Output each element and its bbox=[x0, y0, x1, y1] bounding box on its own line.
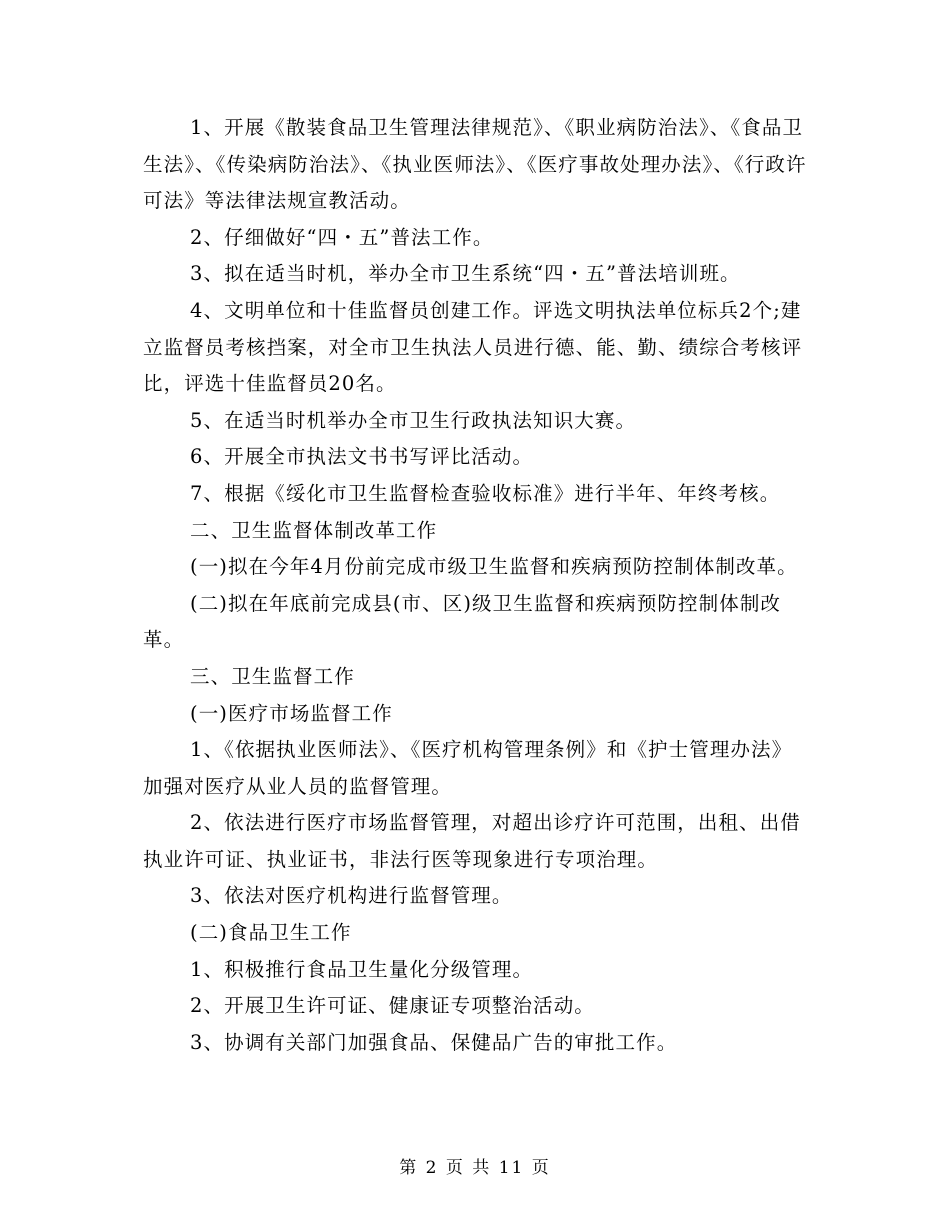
paragraph-item-3: 3、拟在适当时机，举办全市卫生系统“四・五”普法培训班。 bbox=[190, 262, 741, 286]
paragraph-food-2: 2、开展卫生许可证、健康证专项整治活动。 bbox=[190, 994, 595, 1018]
paragraph-food-1: 1、积极推行食品卫生量化分级管理。 bbox=[190, 957, 534, 981]
section-heading-reform: 二、卫生监督体制改革工作 bbox=[190, 518, 438, 542]
paragraph-item-1: 1、开展《散装食品卫生管理法律规范》、《职业病防治法》、《食品卫生法》、《传染病防治法》、《执业医师法》、《医疗事故处理办法》、《行政许可法》等法律法规宣教活动。 bbox=[143, 116, 807, 213]
paragraph-reform-2: (二)拟在年底前完成县(市、区)级卫生监督和疾病预防控制体制改革。 bbox=[143, 591, 782, 652]
document-body bbox=[143, 110, 807, 1061]
subsection-heading-food: (二)食品卫生工作 bbox=[190, 921, 352, 945]
paragraph-medical-1: 1、《依据执业医师法》、《医疗机构管理条例》和《护士管理办法》加强对医疗从业人员的监督管理。 bbox=[143, 738, 793, 798]
paragraph-medical-2: 2、依法进行医疗市场监督管理，对超出诊疗许可范围，出租、出借执业许可证、执业证书，非法行医等现象进行专项治理。 bbox=[143, 811, 801, 871]
paragraph-item-4: 4、文明单位和十佳监督员创建工作。评选文明执法单位标兵2个;建立监督员考核挡案，对全市卫生执法人员进行德、能、勤、绩综合考核评比，评选十佳监督员20名。 bbox=[143, 298, 803, 396]
paragraph-item-2: 2、仔细做好“四・五”普法工作。 bbox=[190, 225, 494, 249]
paragraph-food-3: 3、协调有关部门加强食品、保健品广告的审批工作。 bbox=[190, 1030, 678, 1054]
page-number-footer: 第 2 页 共 11 页 bbox=[399, 1158, 551, 1178]
paragraph-item-5: 5、在适当时机举办全市卫生行政执法知识大赛。 bbox=[190, 408, 637, 432]
section-heading-supervision: 三、卫生监督工作 bbox=[190, 664, 355, 688]
subsection-heading-medical: (一)医疗市场监督工作 bbox=[190, 701, 393, 725]
paragraph-item-7: 7、根据《绥化市卫生监督检查验收标准》进行半年、年终考核。 bbox=[190, 481, 781, 505]
paragraph-item-6: 6、开展全市执法文书书写评比活动。 bbox=[190, 445, 534, 469]
paragraph-medical-3: 3、依法对医疗机构进行监督管理。 bbox=[190, 884, 513, 908]
paragraph-reform-1: (一)拟在今年4月份前完成市级卫生监督和疾病预防控制体制改革。 bbox=[190, 555, 798, 579]
